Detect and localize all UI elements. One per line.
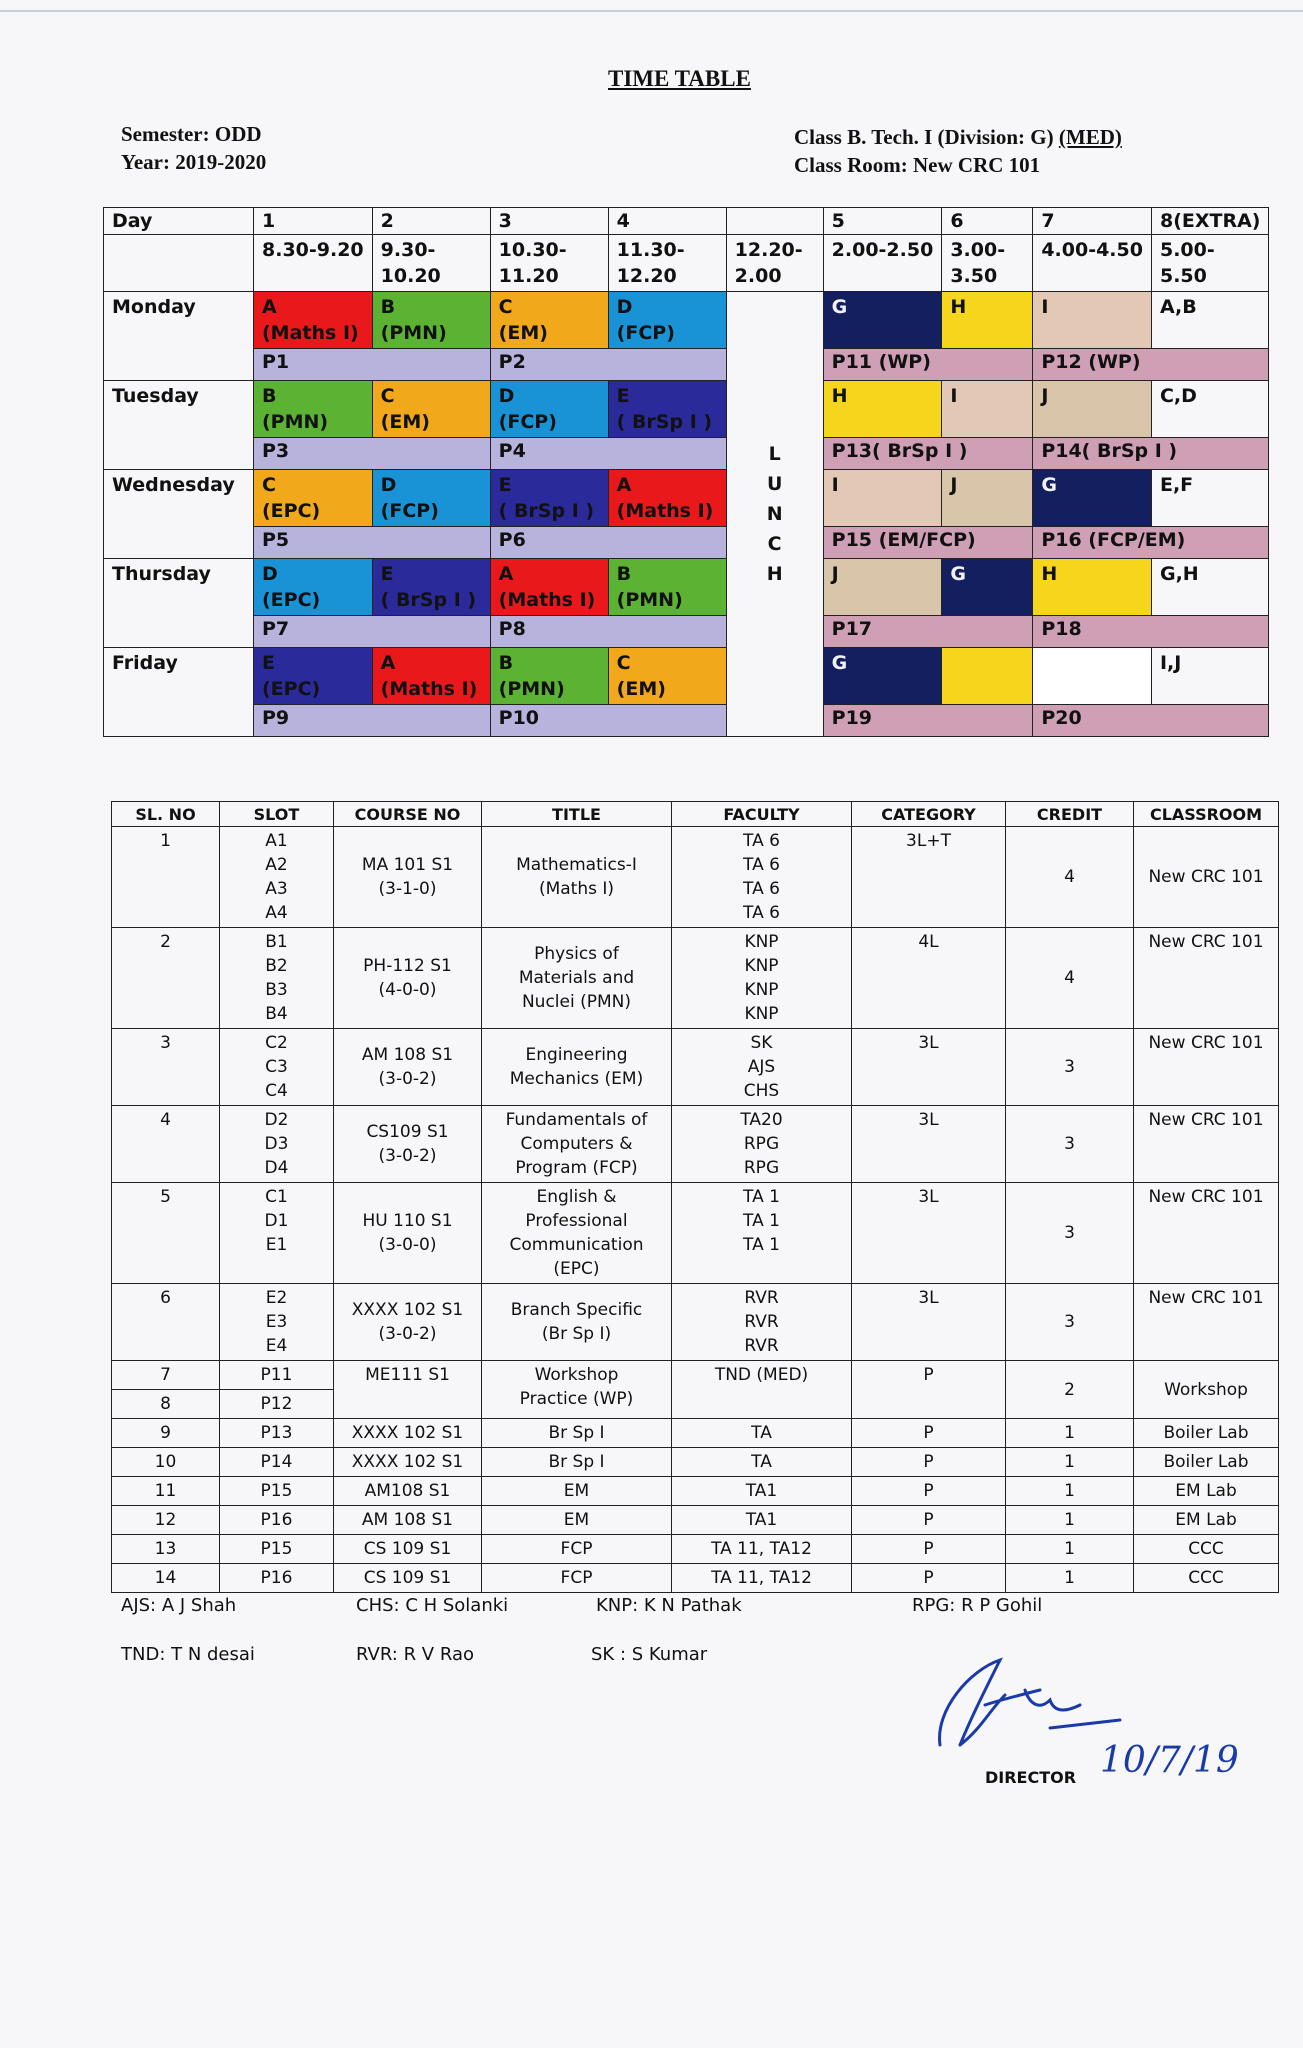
course-cell: New CRC 101: [1134, 1029, 1279, 1106]
course-col-header: CATEGORY: [852, 802, 1006, 827]
sl-no-cell: 8: [112, 1390, 220, 1419]
slot-cell: P12: [220, 1390, 334, 1419]
course-cell: 4: [1006, 827, 1134, 928]
abbr-sk: SK : S Kumar: [591, 1644, 708, 1665]
course-cell: B1 B2 B3 B4: [220, 928, 334, 1029]
course-cell: English & Professional Communication (EPC): [482, 1183, 672, 1284]
course-col-header: CREDIT: [1006, 802, 1134, 827]
course-col-header: TITLE: [482, 802, 672, 827]
slot-cell: D (FCP): [608, 292, 726, 349]
abbr-knp: KNP: K N Pathak: [596, 1595, 742, 1616]
course-cell: AM 108 S1: [334, 1506, 482, 1535]
course-cell: 13: [112, 1535, 220, 1564]
course-cell: 14: [112, 1564, 220, 1593]
course-cell: Physics of Materials and Nuclei (PMN): [482, 928, 672, 1029]
course-cell: New CRC 101: [1134, 928, 1279, 1029]
course-cell: 3L: [852, 1183, 1006, 1284]
slot-cell: B (PMN): [254, 381, 373, 438]
course-col-header: CLASSROOM: [1134, 802, 1279, 827]
slot-cell: B (PMN): [608, 559, 726, 616]
practical-slot: P2: [490, 349, 726, 381]
course-col-header: SL. NO: [112, 802, 220, 827]
course-cell: 3: [112, 1029, 220, 1106]
course-cell: 4: [1006, 928, 1134, 1029]
practical-slot: P1: [254, 349, 491, 381]
period-time: 8.30-9.20: [254, 235, 373, 292]
practical-slot: P13( BrSp I ): [823, 438, 1033, 470]
period-number: 2: [372, 208, 490, 235]
signature-date: 10/7/19: [1100, 1740, 1239, 1781]
slot-cell: G: [823, 292, 942, 349]
period-number: 5: [823, 208, 942, 235]
course-cell: Workshop: [1134, 1361, 1279, 1419]
timetable: [103, 207, 1269, 737]
practical-slot: P14( BrSp I ): [1033, 438, 1269, 470]
slot-cell: A (Maths I): [608, 470, 726, 527]
course-cell: Br Sp I: [482, 1419, 672, 1448]
slot-cell: A (Maths I): [254, 292, 373, 349]
practical-slot: P19: [823, 705, 1033, 737]
course-cell: AM 108 S1 (3-0-2): [334, 1029, 482, 1106]
course-cell: Br Sp I: [482, 1448, 672, 1477]
course-cell: 6: [112, 1284, 220, 1361]
abbr-rpg: RPG: R P Gohil: [912, 1595, 1043, 1616]
top-border-line: [0, 10, 1303, 12]
slot-cell: G: [823, 648, 942, 705]
practical-slot: P16 (FCP/EM): [1033, 527, 1269, 559]
slot-cell: C (EM): [372, 381, 490, 438]
period-time: 2.00-2.50: [823, 235, 942, 292]
slot-cell: H: [823, 381, 942, 438]
period-time: 3.00- 3.50: [942, 235, 1033, 292]
period-time: 10.30- 11.20: [490, 235, 608, 292]
slot-cell: P11: [220, 1361, 334, 1390]
slot-cell: J: [1033, 381, 1152, 438]
practical-slot: P11 (WP): [823, 349, 1033, 381]
slot-cell: H: [942, 292, 1033, 349]
course-cell: Mathematics-I (Maths I): [482, 827, 672, 928]
course-cell: TA 11, TA12: [672, 1564, 852, 1593]
day-thursday: Thursday: [104, 559, 254, 648]
course-col-header: COURSE NO: [334, 802, 482, 827]
course-cell: 1: [1006, 1448, 1134, 1477]
practical-slot: P9: [254, 705, 491, 737]
course-cell: MA 101 S1 (3-1-0): [334, 827, 482, 928]
period-time: 4.00-4.50: [1033, 235, 1152, 292]
course-cell: RVR RVR RVR: [672, 1284, 852, 1361]
period-time: 5.00- 5.50: [1151, 235, 1269, 292]
course-cell: New CRC 101: [1134, 1183, 1279, 1284]
slot-cell: I: [1033, 292, 1152, 349]
class-label: Class B. Tech. I (Division: G) (MED): [794, 125, 1122, 149]
period-number: 8(EXTRA): [1151, 208, 1269, 235]
extra-slot: I,J: [1151, 648, 1269, 705]
period-number: [726, 208, 823, 235]
course-cell: P15: [220, 1535, 334, 1564]
period-number: 6: [942, 208, 1033, 235]
course-cell: 4L: [852, 928, 1006, 1029]
practical-slot: P17: [823, 616, 1033, 648]
slot-cell: I: [942, 381, 1033, 438]
practical-slot: P10: [490, 705, 726, 737]
abbr-ajs: AJS: A J Shah: [121, 1595, 237, 1616]
course-cell: Branch Specific (Br Sp I): [482, 1284, 672, 1361]
slot-cell: G: [1033, 470, 1152, 527]
course-cell: Fundamentals of Computers & Program (FCP): [482, 1106, 672, 1183]
director-label: DIRECTOR: [985, 1768, 1077, 1787]
practical-slot: P15 (EM/FCP): [823, 527, 1033, 559]
course-cell: C1 D1 E1: [220, 1183, 334, 1284]
table-row: [112, 1183, 1279, 1284]
year-label: Year: 2019-2020: [121, 150, 267, 174]
course-cell: New CRC 101: [1134, 1106, 1279, 1183]
course-cell: 3: [1006, 1284, 1134, 1361]
course-cell: A1 A2 A3 A4: [220, 827, 334, 928]
course-cell: 5: [112, 1183, 220, 1284]
course-cell: 2: [1006, 1361, 1134, 1419]
course-cell: TA: [672, 1448, 852, 1477]
course-cell: 3L: [852, 1029, 1006, 1106]
course-cell: SK AJS CHS: [672, 1029, 852, 1106]
slot-cell: I: [823, 470, 942, 527]
course-cell: New CRC 101: [1134, 827, 1279, 928]
abbr-tnd: TND: T N desai: [121, 1644, 255, 1665]
slot-cell: D (FCP): [490, 381, 608, 438]
course-cell: Engineering Mechanics (EM): [482, 1029, 672, 1106]
course-cell: EM Lab: [1134, 1506, 1279, 1535]
course-cell: C2 C3 C4: [220, 1029, 334, 1106]
abbr-rvr: RVR: R V Rao: [356, 1644, 474, 1665]
course-cell: P: [852, 1448, 1006, 1477]
course-cell: P: [852, 1564, 1006, 1593]
course-cell: CS109 S1 (3-0-2): [334, 1106, 482, 1183]
course-cell: FCP: [482, 1535, 672, 1564]
table-row: [112, 1284, 1279, 1361]
course-cell: 2: [112, 928, 220, 1029]
slot-cell: [1033, 648, 1152, 705]
slot-cell: J: [942, 470, 1033, 527]
course-cell: HU 110 S1 (3-0-0): [334, 1183, 482, 1284]
period-number: 4: [608, 208, 726, 235]
course-cell: 3L: [852, 1106, 1006, 1183]
class-dept: (MED): [1058, 125, 1122, 149]
table-row: [112, 1477, 1279, 1506]
class-block: [794, 123, 1122, 179]
course-cell: TA 6 TA 6 TA 6 TA 6: [672, 827, 852, 928]
course-cell: P16: [220, 1506, 334, 1535]
classroom-label: Class Room: New CRC 101: [794, 153, 1041, 177]
table-row: [112, 1506, 1279, 1535]
course-cell: 3: [1006, 1029, 1134, 1106]
extra-slot: C,D: [1151, 381, 1269, 438]
extra-slot: E,F: [1151, 470, 1269, 527]
semester-block: [121, 120, 266, 176]
table-row: [112, 1419, 1279, 1448]
practical-slot: P6: [490, 527, 726, 559]
day-header: Day: [104, 208, 254, 235]
course-cell: FCP: [482, 1564, 672, 1593]
abbr-chs: CHS: C H Solanki: [356, 1595, 509, 1616]
course-cell: ME111 S1: [334, 1361, 482, 1419]
table-row: [112, 1448, 1279, 1477]
course-col-header: SLOT: [220, 802, 334, 827]
day-monday: Monday: [104, 292, 254, 381]
practical-slot: P12 (WP): [1033, 349, 1269, 381]
practical-slot: P8: [490, 616, 726, 648]
lunch-column: L U N C H: [726, 292, 823, 737]
time-header-blank: [104, 235, 254, 292]
course-cell: KNP KNP KNP KNP: [672, 928, 852, 1029]
course-cell: 1: [1006, 1564, 1134, 1593]
period-number: 7: [1033, 208, 1152, 235]
course-cell: 10: [112, 1448, 220, 1477]
course-cell: P14: [220, 1448, 334, 1477]
slot-cell: A (Maths I): [490, 559, 608, 616]
course-cell: 3: [1006, 1106, 1134, 1183]
course-cell: XXXX 102 S1 (3-0-2): [334, 1284, 482, 1361]
course-cell: TA1: [672, 1506, 852, 1535]
course-table: [111, 801, 1279, 1593]
course-cell: 9: [112, 1419, 220, 1448]
course-cell: P13: [220, 1419, 334, 1448]
semester-label: Semester: ODD: [121, 122, 262, 146]
practical-slot: P5: [254, 527, 491, 559]
slot-cell: E (EPC): [254, 648, 373, 705]
slot-cell: B (PMN): [490, 648, 608, 705]
course-cell: 3: [1006, 1183, 1134, 1284]
course-cell: PH-112 S1 (4-0-0): [334, 928, 482, 1029]
slot-cell: E ( BrSp I ): [372, 559, 490, 616]
table-row: [112, 1361, 1279, 1390]
day-friday: Friday: [104, 648, 254, 737]
period-time: 9.30- 10.20: [372, 235, 490, 292]
course-cell: EM Lab: [1134, 1477, 1279, 1506]
course-cell: P16: [220, 1564, 334, 1593]
course-cell: XXXX 102 S1: [334, 1448, 482, 1477]
course-cell: E2 E3 E4: [220, 1284, 334, 1361]
slot-cell: H: [1033, 559, 1152, 616]
course-cell: P: [852, 1419, 1006, 1448]
course-cell: EM: [482, 1477, 672, 1506]
course-cell: Workshop Practice (WP): [482, 1361, 672, 1419]
slot-cell: C (EM): [608, 648, 726, 705]
practical-slot: P18: [1033, 616, 1269, 648]
course-cell: 1: [1006, 1506, 1134, 1535]
course-cell: TA20 RPG RPG: [672, 1106, 852, 1183]
course-cell: P: [852, 1506, 1006, 1535]
period-number: 1: [254, 208, 373, 235]
course-cell: 3L+T: [852, 827, 1006, 928]
table-row: [112, 827, 1279, 928]
course-cell: 1: [112, 827, 220, 928]
table-row: [112, 1535, 1279, 1564]
course-cell: CCC: [1134, 1564, 1279, 1593]
course-cell: TND (MED): [672, 1361, 852, 1419]
practical-slot: P3: [254, 438, 491, 470]
course-cell: P15: [220, 1477, 334, 1506]
practical-slot: P20: [1033, 705, 1269, 737]
slot-cell: G: [942, 559, 1033, 616]
table-row: [112, 928, 1279, 1029]
course-cell: P: [852, 1361, 1006, 1419]
slot-cell: E ( BrSp I ): [490, 470, 608, 527]
course-cell: EM: [482, 1506, 672, 1535]
slot-cell: [942, 648, 1033, 705]
day-wednesday: Wednesday: [104, 470, 254, 559]
slot-cell: J: [823, 559, 942, 616]
course-cell: 1: [1006, 1535, 1134, 1564]
slot-cell: D (FCP): [372, 470, 490, 527]
period-number: 3: [490, 208, 608, 235]
course-cell: D2 D3 D4: [220, 1106, 334, 1183]
day-tuesday: Tuesday: [104, 381, 254, 470]
period-time: 11.30- 12.20: [608, 235, 726, 292]
practical-slot: P4: [490, 438, 726, 470]
extra-slot: G,H: [1151, 559, 1269, 616]
course-cell: 11: [112, 1477, 220, 1506]
slot-cell: D (EPC): [254, 559, 373, 616]
course-cell: 12: [112, 1506, 220, 1535]
table-row: [112, 1564, 1279, 1593]
slot-cell: B (PMN): [372, 292, 490, 349]
course-cell: XXXX 102 S1: [334, 1419, 482, 1448]
page-title: TIME TABLE: [608, 66, 751, 91]
course-cell: P: [852, 1477, 1006, 1506]
course-cell: 1: [1006, 1419, 1134, 1448]
slot-cell: A (Maths I): [372, 648, 490, 705]
table-row: [112, 1029, 1279, 1106]
course-cell: TA 1 TA 1 TA 1: [672, 1183, 852, 1284]
period-time: 12.20- 2.00: [726, 235, 823, 292]
course-cell: TA: [672, 1419, 852, 1448]
course-cell: CS 109 S1: [334, 1564, 482, 1593]
course-cell: Boiler Lab: [1134, 1448, 1279, 1477]
course-cell: TA 11, TA12: [672, 1535, 852, 1564]
course-cell: P: [852, 1535, 1006, 1564]
table-row: [112, 1106, 1279, 1183]
practical-slot: P7: [254, 616, 491, 648]
slot-cell: C (EM): [490, 292, 608, 349]
course-cell: CS 109 S1: [334, 1535, 482, 1564]
course-cell: New CRC 101: [1134, 1284, 1279, 1361]
course-cell: 1: [1006, 1477, 1134, 1506]
extra-slot: A,B: [1151, 292, 1269, 349]
slot-cell: C (EPC): [254, 470, 373, 527]
course-cell: AM108 S1: [334, 1477, 482, 1506]
course-cell: CCC: [1134, 1535, 1279, 1564]
course-cell: 4: [112, 1106, 220, 1183]
slot-cell: E ( BrSp I ): [608, 381, 726, 438]
course-cell: TA1: [672, 1477, 852, 1506]
course-cell: Boiler Lab: [1134, 1419, 1279, 1448]
course-cell: 3L: [852, 1284, 1006, 1361]
course-col-header: FACULTY: [672, 802, 852, 827]
sl-no-cell: 7: [112, 1361, 220, 1390]
